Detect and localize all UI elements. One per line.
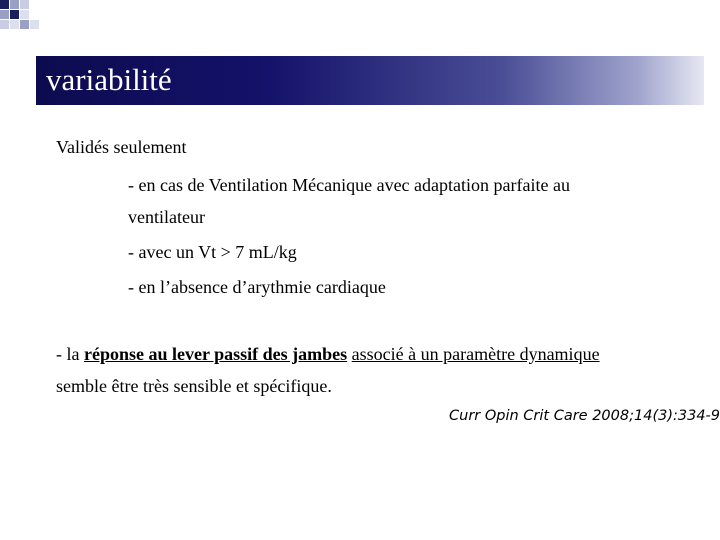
- slide-title-line1: Limites de l’utilisation des indices de: [44, 21, 553, 56]
- condition-1-cont: ventilateur: [128, 207, 205, 227]
- para-bold-phrase: réponse au lever passif des jambes: [83, 344, 348, 364]
- condition-1: - en cas de Ventilation Mécanique avec adaptation parfaite au: [128, 175, 570, 195]
- slide-title-line2: variabilité: [46, 62, 172, 97]
- condition-3: - en l’absence d’arythmie cardiaque: [128, 277, 386, 297]
- para-underlined-phrase: associé à un paramètre dynamique: [351, 344, 600, 364]
- para-prefix: - la: [56, 344, 84, 364]
- paragraph-line1: [56, 343, 600, 365]
- intro-text: Validés seulement: [56, 137, 187, 157]
- condition-2: - avec un Vt > 7 mL/kg: [128, 242, 297, 262]
- paragraph-line2: semble être très sensible et spécifique.: [56, 376, 332, 396]
- reference-citation: Curr Opin Crit Care 2008;14(3):334-9: [449, 408, 720, 424]
